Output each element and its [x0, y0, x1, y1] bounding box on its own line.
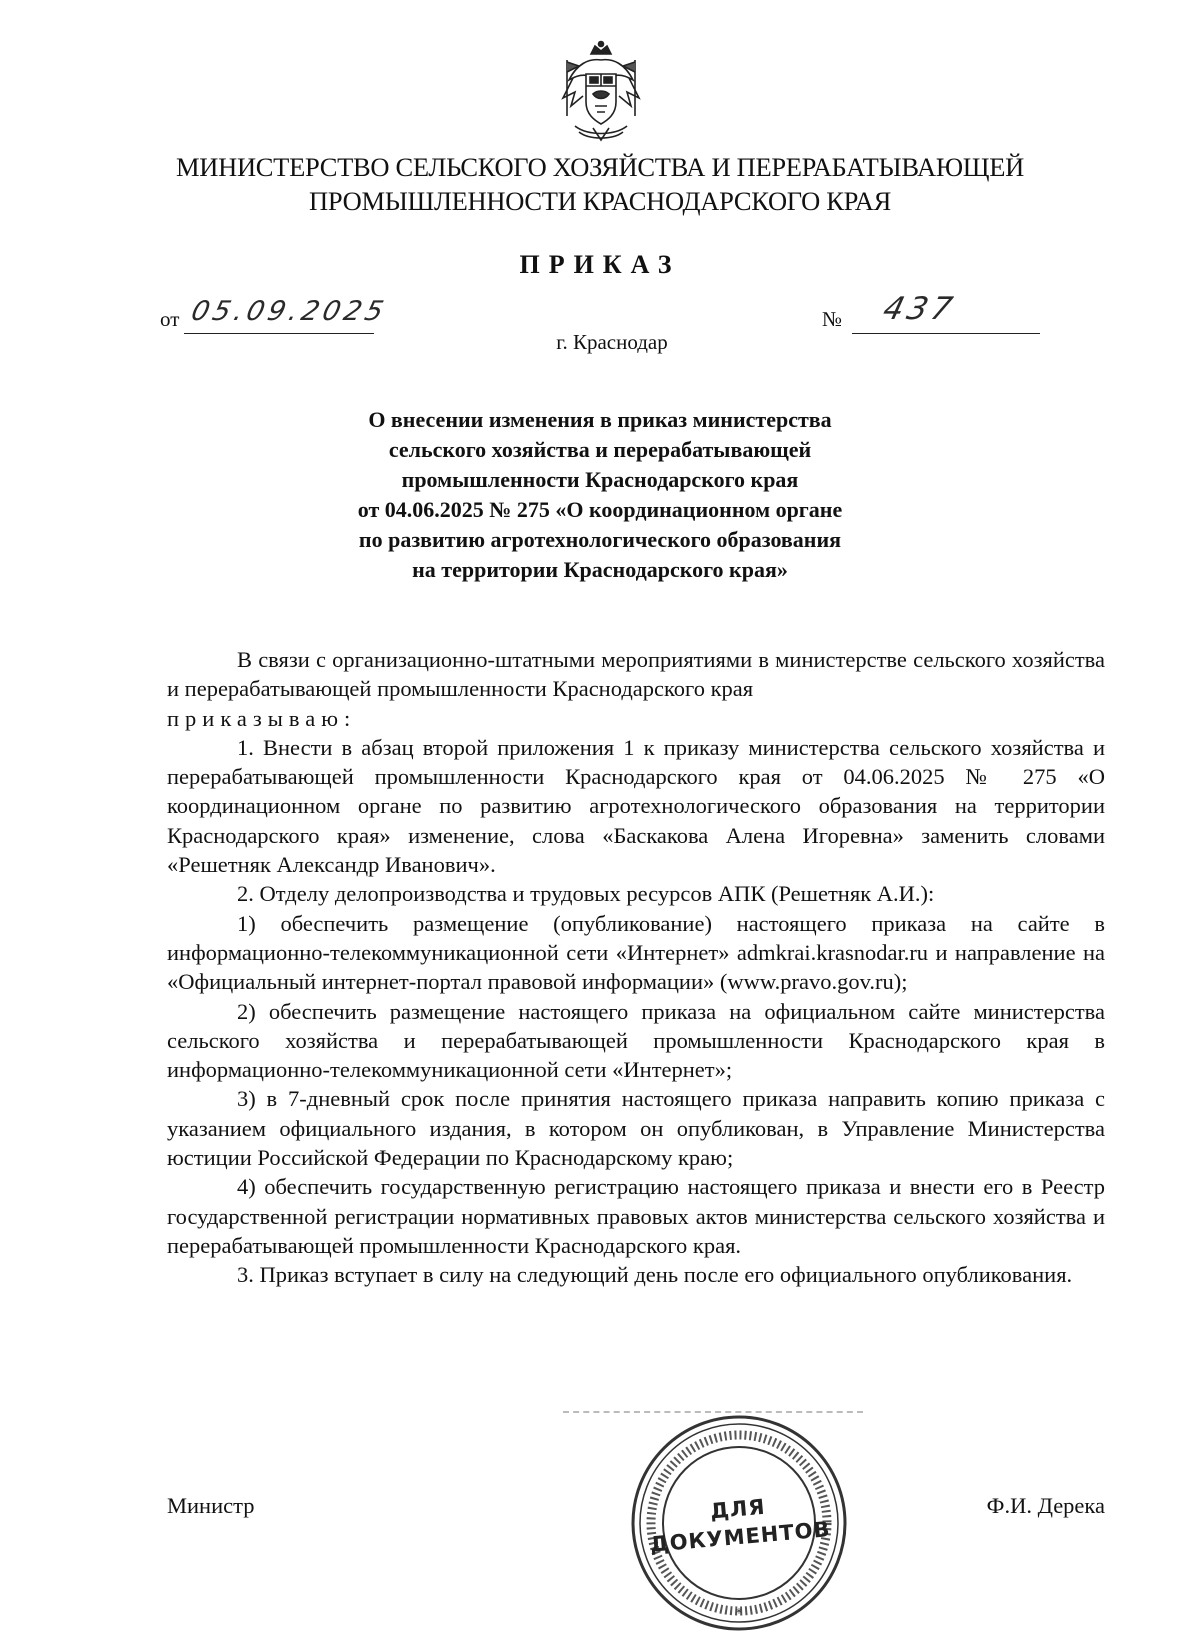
subject-line: от 04.06.2025 № 275 «О координационном органе [357, 497, 843, 522]
order-number-handwritten: 437 [879, 291, 960, 327]
subject-line: промышленности Краснодарского края [401, 467, 799, 492]
date-prefix: от [160, 307, 180, 331]
ministry-name-line-2: ПРОМЫШЛЕННОСТИ КРАСНОДАРСКОГО КРАЯ [309, 186, 891, 216]
subject-line: по развитию агротехнологического образования [358, 527, 842, 552]
order-date-handwritten: 05.09.2025 [188, 296, 391, 327]
stamp-line-2: ДОКУМЕНТОВ [649, 1517, 832, 1557]
item-paragraph: 4) обеспечить государственную регистрацию настоящего приказа и внести его в Реестр государственной регистрации нормативных правовых актов министерства сельского хозяйства и перерабатывающей промышленности Краснодарского края. [167, 1174, 1105, 1258]
subject-line: на территории Краснодарского края» [412, 557, 788, 582]
subject-line: О внесении изменения в приказ министерства [368, 407, 832, 432]
item-paragraph: 3. Приказ вступает в силу на следующий день после его официального опубликования. [237, 1262, 1073, 1288]
item-paragraph: 3) в 7-дневный срок после принятия настоящего приказа направить копию приказа с указанием официального издания, в котором он опубликован, в Управление Министерства юстиции Российской Федерации по Краснодарскому краю; [167, 1086, 1105, 1171]
stamp-center-text [619, 1403, 860, 1644]
svg-text:*: * [736, 1606, 742, 1620]
signatory-name: Ф.И. Дерека [986, 1493, 1105, 1518]
ministry-name-line-1: МИНИСТЕРСТВО СЕЛЬСКОГО ХОЗЯЙСТВА И ПЕРЕРАБАТЫВАЮЩЕЙ [176, 152, 1024, 182]
preamble-text: В связи с организационно-штатными мероприятиями в министерстве сельского хозяйства и перерабатывающей промышленности Краснодарского края [167, 647, 1105, 702]
document-type-heading: ПРИКАЗ [519, 250, 681, 279]
ministry-name [100, 150, 1100, 218]
item-paragraph: 2) обеспечить размещение настоящего приказа на официальном сайте министерства сельского хозяйства и перерабатывающей промышленности Краснодарского края в информационно-телекоммуникационной сети «Интернет»; [167, 998, 1105, 1083]
order-word: приказываю: [167, 705, 357, 731]
stamp-line-1: ДЛЯ [709, 1494, 767, 1524]
preamble-paragraph [167, 645, 1105, 733]
item-paragraph: 1) обеспечить размещение (опубликование) настоящего приказа на сайте в информационно-телекоммуникационной сети «Интернет» admkrai.krasnodar.ru и направление на «Официальный интернет-портал правовой информации» (www.pravo.gov.ru); [167, 910, 1105, 995]
item-paragraph: 2. Отделу делопроизводства и трудовых ресурсов АПК (Решетняк А.И.): [237, 881, 935, 907]
round-stamp [628, 1412, 850, 1634]
item-paragraph: 1. Внести в абзац второй приложения 1 к приказу министерства сельского хозяйства и перерабатывающей промышленности Краснодарского края от 04.06.2025 № 275 «О координационном органе по развитию агротехнологического образования на территории Краснодарского края» изменение, слова «Баскакова Алена Игоревна» заменить словами «Решетняк Александр Иванович». [167, 734, 1105, 878]
order-date-field [160, 295, 400, 335]
city-name: г. Краснодар [556, 330, 668, 354]
order-body [167, 645, 1105, 1290]
coat-of-arms-icon [553, 40, 649, 144]
subject-line: сельского хозяйства и перерабатывающей [388, 437, 812, 462]
number-prefix: № [822, 307, 843, 331]
order-number-field [822, 291, 1042, 335]
city-line [0, 330, 1200, 355]
order-subject [250, 405, 950, 585]
signatory-title: Министр [167, 1493, 255, 1518]
